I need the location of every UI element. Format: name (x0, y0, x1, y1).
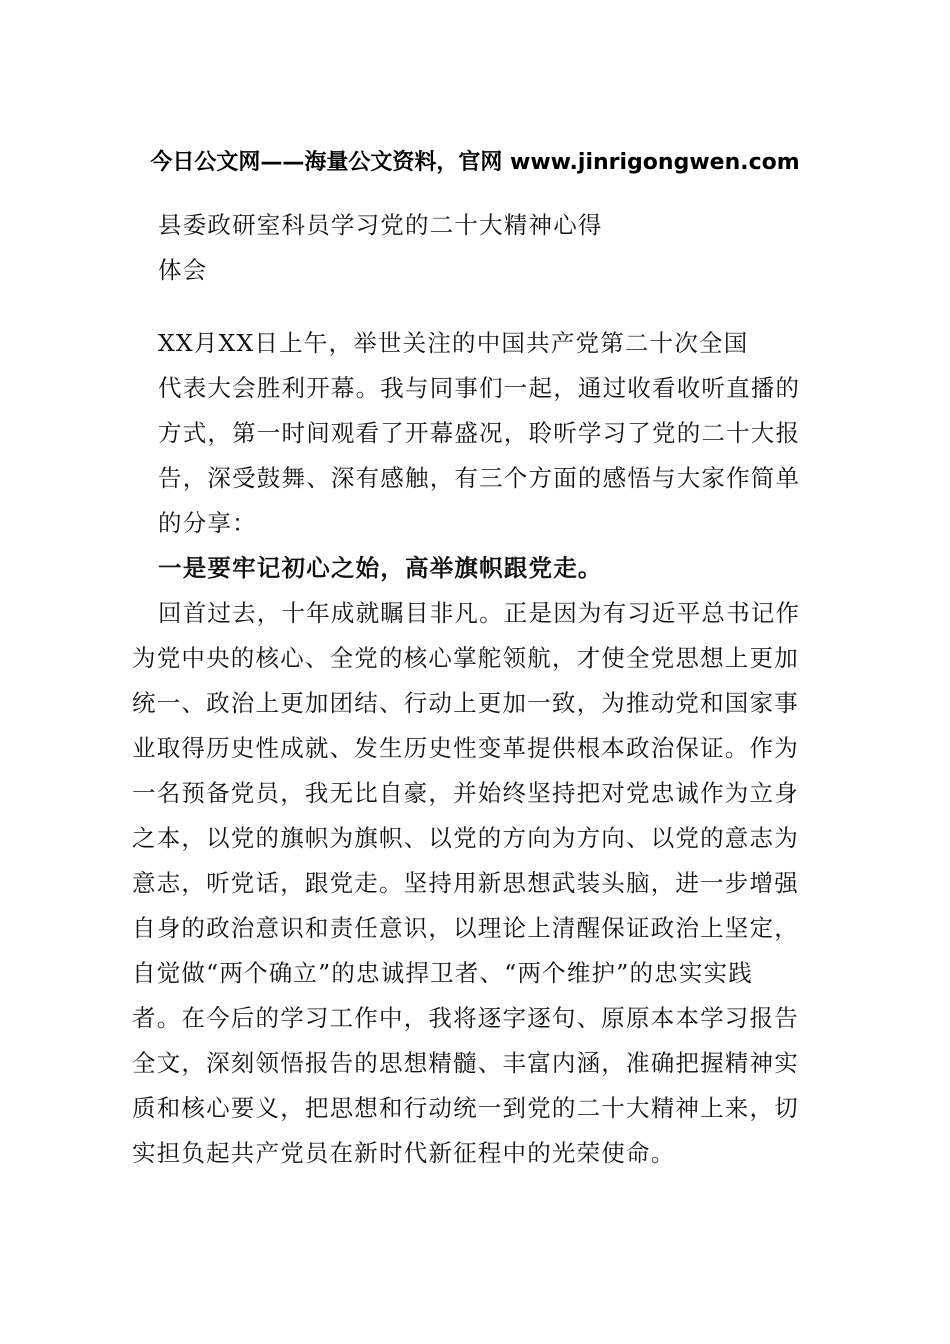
body-line-12: 质和核心要义，把思想和行动统一到党的二十大精神上来，切 (132, 1094, 799, 1122)
document-title-line-1: 县委政研室科员学习党的二十大精神心得 (158, 211, 603, 239)
site-header: 今日公文网——海量公文资料，官网 www.jinrigongwen.com (150, 150, 800, 175)
body-line-11: 全文，深刻领悟报告的思想精髓、丰富内涵，准确把握精神实 (132, 1049, 799, 1077)
intro-line-2: 代表大会胜利开幕。我与同事们一起，通过收看收听直播的 (158, 374, 801, 402)
body-line-7: 意志，听党话，跟党走。坚持用新思想武装头脑，进一步增强 (132, 869, 799, 897)
body-line-2: 为党中央的核心、全党的核心掌舵领航，才使全党思想上更加 (132, 644, 799, 672)
intro-line-4: 告，深受鼓舞、深有感触，有三个方面的感悟与大家作简单 (158, 464, 801, 492)
body-line-10: 者。在今后的学习工作中，我将逐字逐句、原原本本学习报告 (132, 1004, 799, 1032)
intro-line-1: XX月XX日上午，举世关注的中国共产党第二十次全国 (158, 329, 749, 357)
body-line-5: 一名预备党员，我无比自豪，并始终坚持把对党忠诚作为立身 (132, 779, 799, 807)
document-title-line-2: 体会 (158, 256, 208, 284)
body-line-4: 业取得历史性成就、发生历史性变革提供根本政治保证。作为 (132, 734, 799, 762)
body-line-1: 回首过去，十年成就瞩目非凡。正是因为有习近平总书记作 (158, 599, 801, 627)
intro-line-5: 的分享： (158, 509, 257, 537)
intro-line-3: 方式，第一时间观看了开幕盛况，聆听学习了党的二十大报 (158, 419, 801, 447)
body-line-6: 之本，以党的旗帜为旗帜、以党的方向为方向、以党的意志为 (132, 824, 799, 852)
body-line-3: 统一、政治上更加团结、行动上更加一致，为推动党和国家事 (132, 689, 799, 717)
body-line-13: 实担负起共产党员在新时代新征程中的光荣使命。 (132, 1139, 676, 1167)
body-line-9: 自觉做“两个确立”的忠诚捍卫者、“两个维护”的忠实实践 (132, 959, 753, 987)
body-line-8: 自身的政治意识和责任意识，以理论上清醒保证政治上坚定， (132, 914, 799, 942)
section-heading: 一是要牢记初心之始，高举旗帜跟党走。 (158, 554, 603, 582)
